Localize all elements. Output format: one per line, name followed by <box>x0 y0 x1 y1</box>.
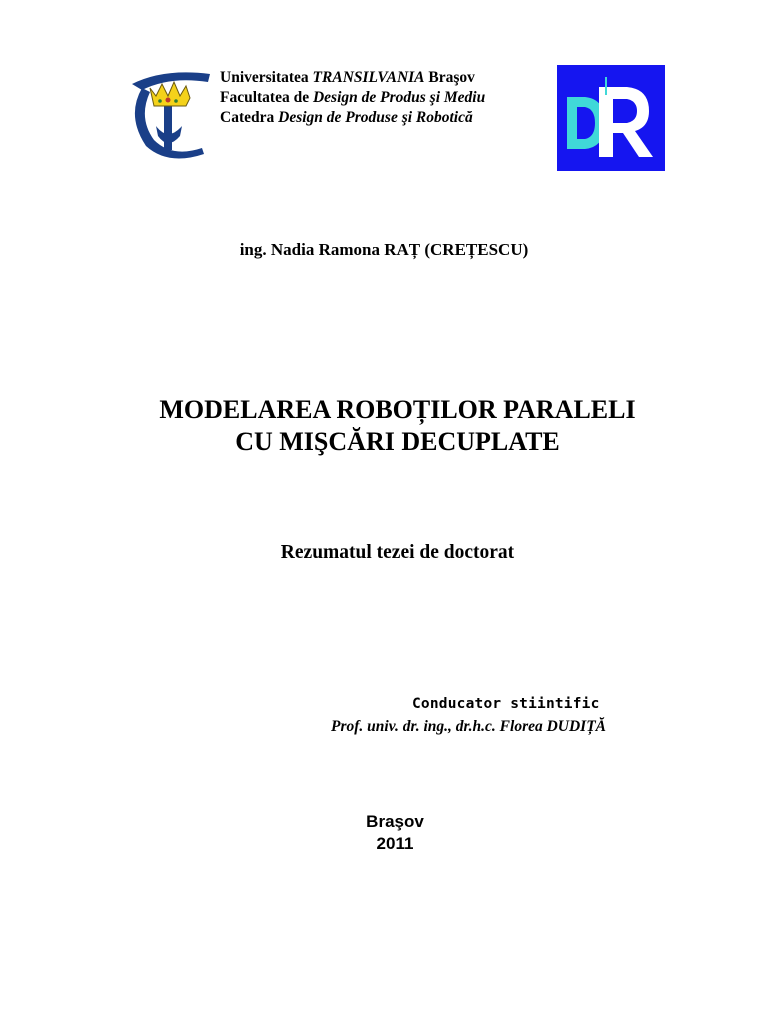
year: 2011 <box>376 834 414 853</box>
title-line-1: MODELAREA ROBOȚILOR PARALELI <box>159 395 636 424</box>
department-logo <box>557 65 665 171</box>
institution-header <box>220 68 485 128</box>
university-logo <box>124 66 212 166</box>
author-name: ing. Nadia Ramona RAȚ (CREȚESCU) <box>239 240 529 259</box>
supervisor-label: Conducator stiintific <box>412 696 600 712</box>
supervisor-name: Prof. univ. dr. ing., dr.h.c. Florea DUDIȚĂ <box>331 718 607 735</box>
thesis-subtitle: Rezumatul tezei de doctorat <box>280 542 515 563</box>
faculty-line: Facultatea de Design de Produs şi Mediu <box>220 89 486 106</box>
thesis-title <box>0 394 768 458</box>
university-line: Universitatea TRANSILVANIA Braşov <box>220 69 475 86</box>
place-and-year <box>350 811 440 855</box>
city: Braşov <box>366 812 424 831</box>
department-line: Catedra Design de Produse şi Robotică <box>220 109 473 126</box>
title-line-2: CU MIŞCĂRI DECUPLATE <box>235 427 560 456</box>
